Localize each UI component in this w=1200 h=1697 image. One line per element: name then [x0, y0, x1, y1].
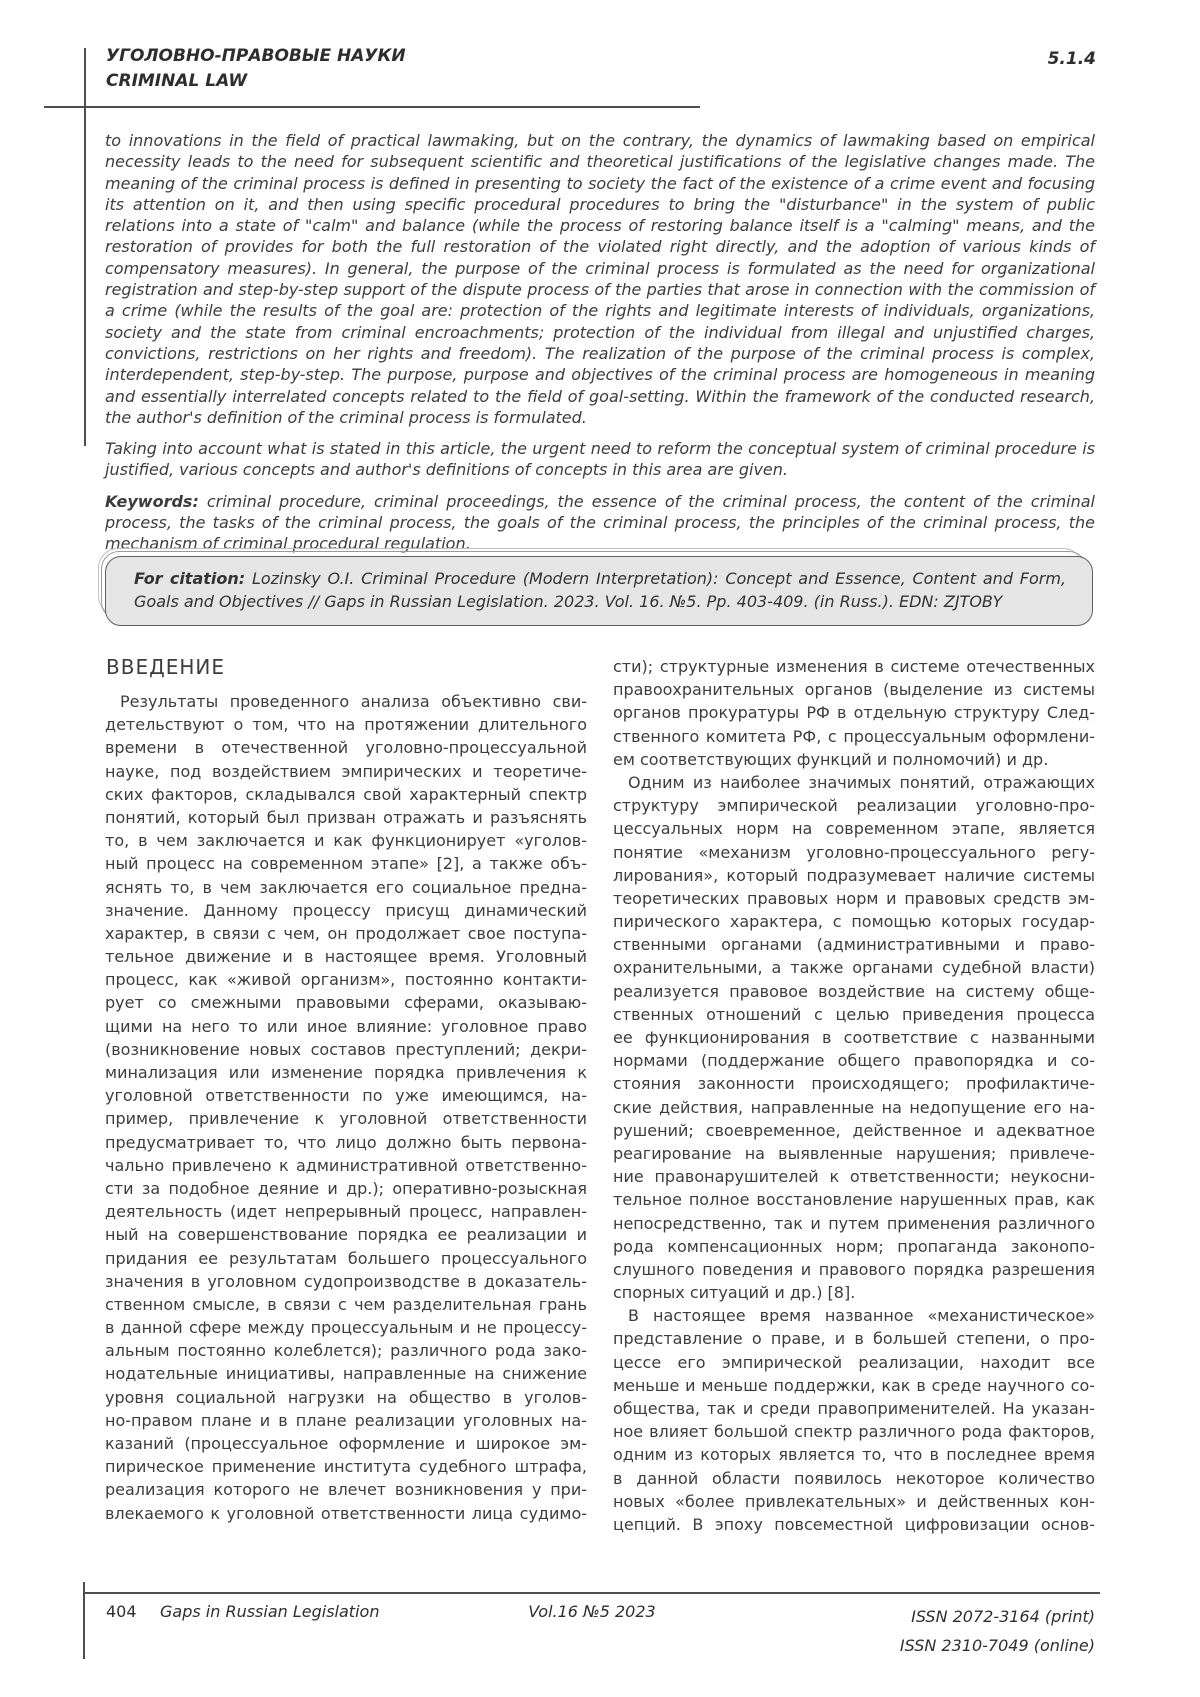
text-line: значение. Данному процессу присущ динамический — [105, 900, 587, 920]
text-line: органов прокуратуры РФ в отдельную структуру След- — [613, 703, 1095, 723]
text-line: ный на совершенствование порядка ее реализации и — [105, 1225, 587, 1245]
text-line: Результаты проведенного анализа объективно сви- — [120, 692, 587, 711]
keywords-text: criminal procedure, criminal proceedings, the essence of the criminal process, the content of the criminal process, the tasks of the criminal process, the goals of the criminal process, the principles of the criminal process, the mechanism of criminal procedural regulation. — [105, 491, 1095, 554]
text-line: реагирование на выявленные нарушения; привлече- — [613, 1143, 1095, 1163]
citation-label: For citation: — [134, 569, 246, 588]
text-line: правоохранительных органов (выделение из системы — [613, 680, 1095, 700]
left-column — [105, 690, 587, 1525]
text-line: ственных отношений с целью приведения процесса — [613, 1004, 1095, 1024]
text-line: придания ее результатам большего процессуального — [105, 1248, 587, 1268]
text-line: тельное движение и в настоящее время. Уголовный — [105, 947, 587, 967]
footer-rule — [84, 1592, 1100, 1594]
text-line: охранительными, а также органами судебной власти) — [613, 958, 1095, 978]
citation-box — [105, 556, 1093, 626]
text-line: характер, в связи с чем, он продолжает свое поступа- — [105, 923, 587, 943]
text-line: уровня социальной нагрузки на общество в уголов- — [105, 1387, 587, 1407]
text-line: минализация или изменение порядка привлечения к — [105, 1063, 587, 1082]
text-line: детельствуют о том, что на протяжении длительного — [105, 715, 587, 735]
text-line: цессуальных норм на современном этапе, является — [613, 819, 1095, 839]
text-line: чально привлечено к административной ответственно- — [105, 1155, 587, 1175]
rubric-ru: УГОЛОВНО-ПРАВОВЫЕ НАУКИ — [106, 46, 406, 66]
citation-paragraph — [134, 568, 1066, 613]
text-line: деятельность (идет непрерывный процесс, направлен- — [105, 1202, 587, 1222]
text-line: уголовной ответственности по уже имеющимся, на- — [105, 1086, 587, 1106]
text-line: ственном смысле, в связи с чем разделительная грань — [105, 1294, 587, 1314]
text-line: лирования», который подразумевает наличие системы — [613, 865, 1095, 885]
text-line: значения в уголовном судопроизводстве в доказатель- — [105, 1271, 587, 1291]
text-line: В настоящее время названное «механистическое» — [628, 1306, 1095, 1326]
text-line: ние правонарушителей к ответственности; неукосни- — [613, 1167, 1095, 1187]
journal-title: Gaps in Russian Legislation — [160, 1602, 380, 1621]
text-line: ственного комитета РФ, с процессуальным оформлени- — [613, 726, 1095, 746]
text-line: времени в отечественной уголовно-процессуальной — [105, 738, 587, 758]
text-line: ем соответствующих функций и полномочий) и др. — [613, 749, 1049, 769]
text-line: сти); структурные изменения в системе отечественных — [613, 657, 1095, 676]
text-line: рует со смежными правовыми сферами, оказываю- — [105, 993, 587, 1013]
text-line: влекаемого к уголовной ответственности лица судимо- — [105, 1503, 587, 1523]
text-line: сти за подобное деяние и др.); оперативно-розыскная — [105, 1178, 587, 1198]
text-line: одним из которых является то, что в последнее время — [613, 1445, 1095, 1465]
keywords-label: Keywords: — [105, 491, 199, 511]
text-line: процесс, как «живой организм», постоянно контакти- — [105, 970, 587, 990]
text-line: предусматривает то, что лицо должно быть первона- — [105, 1132, 587, 1152]
issn-online: ISSN 2310-7049 (online) — [899, 1636, 1095, 1655]
introduction-title: ВВЕДЕНИЕ — [106, 655, 225, 679]
text-line: непосредственно, так и путем применения различного — [613, 1213, 1095, 1233]
text-line: ские действия, направленные на недопущение его на- — [613, 1097, 1095, 1117]
text-line: Одним из наиболее значимых понятий, отражающих — [628, 772, 1095, 792]
section-rubric — [106, 44, 406, 94]
issn-print: ISSN 2072-3164 (print) — [911, 1607, 1095, 1626]
text-line: представление о праве, и в большей степени, о про- — [613, 1329, 1095, 1349]
text-line: рушений; своевременное, действенное и адекватное — [613, 1120, 1095, 1140]
text-line: реализуется правовое воздействие на систему обще- — [613, 981, 1095, 1001]
text-line: пример, привлечение к уголовной ответственности — [105, 1109, 587, 1129]
text-line: но-правом плане и в плане реализации уголовных на- — [105, 1410, 587, 1430]
text-line: меньше и меньше поддержки, как в среде научного со- — [613, 1375, 1095, 1395]
right-column — [613, 655, 1095, 1536]
text-line: альным постоянно колеблется); различного рода зако- — [105, 1341, 587, 1361]
text-line: стояния законности происходящего; профилактиче- — [613, 1074, 1095, 1094]
classification-code: 5.1.4 — [1047, 49, 1096, 69]
text-line: нормами (поддержание общего правопорядка и со- — [613, 1051, 1095, 1071]
volume-issue: Vol.16 №5 2023 — [528, 1602, 656, 1621]
citation-text: Lozinsky O.I. Criminal Procedure (Modern Interpretation): Concept and Essence, Content and Form, Goals and Objectives // Gaps in Russian Legislation. 2023. Vol. 16. №5. Pp. 403-409. (in Russ.). EDN: ZJTOBY — [134, 569, 1067, 611]
text-line: яснять то, в чем заключается его социальное предна- — [105, 877, 587, 897]
text-line: спорных ситуаций и др.) [8]. — [613, 1283, 856, 1303]
text-line: слушного поведения и правового порядка разрешения — [613, 1259, 1095, 1279]
header-rule — [44, 106, 700, 108]
text-line: то, в чем заключается и как функционирует «уголов- — [105, 831, 587, 851]
text-line: (возникновение новых составов преступлений; декри- — [105, 1039, 587, 1059]
text-line: ее функционирования в соответствие с названными — [613, 1028, 1095, 1047]
text-line: ственными органами (административными и право- — [613, 935, 1095, 955]
abstract-paragraph-1: to innovations in the field of practical lawmaking, but on the contrary, the dynamics of lawmaking based on empirical necessity leads to the need for subsequent scientific and theoretical justifications of the legislative changes made. The meaning of the criminal process is defined in presenting to society the fact of the existence of a crime event and focusing its attention on it, and then using specific procedural procedures to bring the "disturbance" in the system of public relations into a state of "calm" and balance (while the process of restoring balance itself is a "calming" means, and the restoration of provides for both the full restoration of the violated right directly, and the adoption of various kinds of compensatory measures). In general, the purpose of the criminal process is formulated as the need for organizational registration and step-by-step support of the dispute process of the parties that arose in connection with the commission of a crime (while the results of the goal are: protection of the rights and legitimate interests of individuals, organizations, society and the state from criminal encroachments; protection of the individual from illegal and unjustified charges, convictions, restrictions on her rights and freedom). The realization of the purpose of the criminal process is complex, interdependent, step-by-step. The purpose, purpose and objectives of the criminal process are homogeneous in meaning and essentially interrelated concepts related to the field of goal-setting. Within the framework of the conducted research, the author's definition of the criminal process is formulated. — [105, 131, 1095, 427]
citation-box-body — [105, 556, 1093, 626]
text-line: в данной сфере между процессуальным и не процессу- — [105, 1318, 587, 1338]
text-line: казаний (процессуальное оформление и широкое эм- — [105, 1434, 587, 1453]
text-line: новых «более привлекательных» и действенных кон- — [613, 1491, 1095, 1511]
text-line: щими на него то или иное влияние: уголовное право — [105, 1016, 587, 1036]
text-line: теоретических правовых норм и правовых средств эм- — [613, 888, 1095, 908]
text-line: пирического характера, с помощью которых государ- — [613, 912, 1095, 932]
text-line: ное влияет большой спектр различного рода факторов, — [613, 1422, 1095, 1442]
text-line: ских факторов, складывался свой характерный спектр — [105, 784, 587, 804]
text-line: понятий, который был призван отражать и разъяснять — [105, 807, 587, 827]
page-number: 404 — [106, 1602, 137, 1621]
text-line: в данной области появилось некоторое количество — [613, 1468, 1095, 1488]
text-line: общества, так и среди правоприменителей. На указан- — [613, 1399, 1095, 1418]
keywords-paragraph — [105, 491, 1095, 555]
text-line: науке, под воздействием эмпирических и теоретиче- — [105, 761, 587, 781]
text-line: нодательные инициативы, направленные на снижение — [105, 1364, 587, 1384]
text-line: ный процесс на современном этапе» [2], а также объ- — [105, 854, 587, 874]
issn-block — [700, 1602, 1095, 1660]
text-line: понятие «механизм уголовно-процессуального регу- — [613, 842, 1095, 862]
abstract-paragraph-2: Taking into account what is stated in this article, the urgent need to reform the conceptual system of criminal procedure is justified, various concepts and author's definitions of concepts in this area are given. — [105, 439, 1095, 480]
text-line: цепций. В эпоху повсеместной цифровизации основ- — [613, 1514, 1095, 1534]
text-line: структуру эмпирической реализации уголовно-про- — [613, 796, 1095, 816]
text-line: цессе его эмпирической реализации, находит все — [613, 1352, 1095, 1372]
text-line: реализация которого не влечет возникновения у при- — [105, 1480, 587, 1500]
abstract-block — [105, 130, 1095, 565]
text-line: пирическое применение института судебного штрафа, — [105, 1457, 587, 1477]
text-line: тельное полное восстановление нарушенных прав, как — [613, 1190, 1095, 1210]
text-line: рода компенсационных норм; пропаганда законопо- — [613, 1236, 1095, 1256]
rubric-en: CRIMINAL LAW — [106, 71, 248, 91]
